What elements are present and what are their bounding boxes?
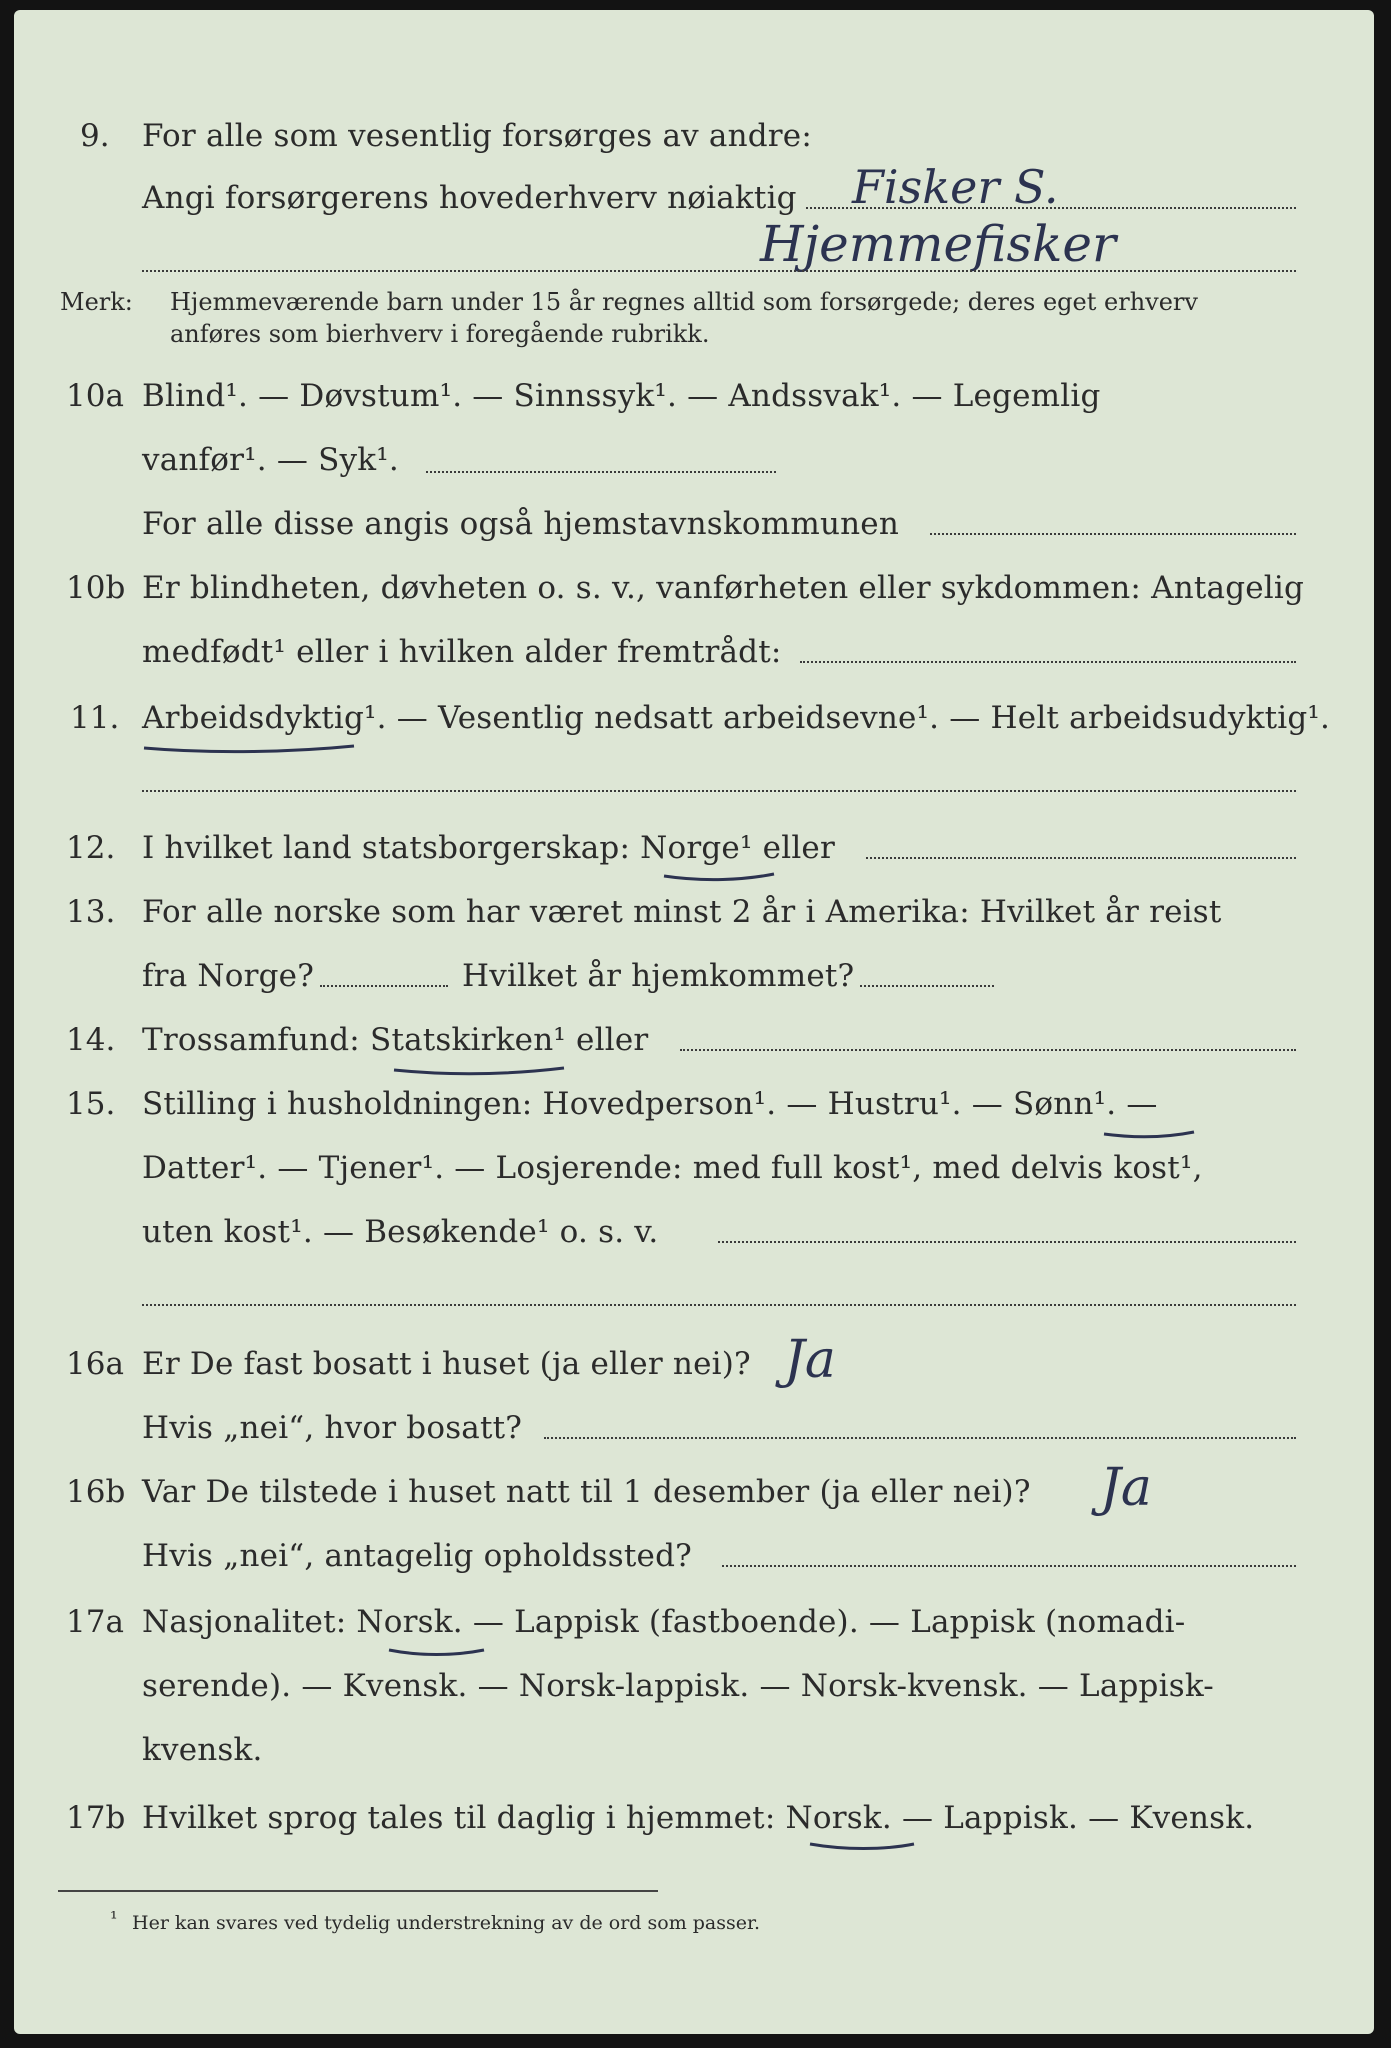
footnote-text: Her kan svares ved tydelig understrekning av de ord som passer. [132, 1912, 761, 1934]
q10a-kommune-line [930, 533, 1296, 535]
census-form-page [14, 10, 1374, 2034]
q16a-line2: Hvis „nei“, hvor bosatt? [142, 1410, 523, 1446]
footnote-divider [58, 1890, 658, 1892]
q13-line1: For alle norske som har været minst 2 år i Amerika: Hvilket år reist [142, 894, 1222, 930]
item-number-15: 15. [66, 1086, 116, 1122]
q10b-alder-line [800, 661, 1296, 663]
q17b-line1: Hvilket sprog tales til daglig i hjemmet: Norsk. — Lappisk. — Kvensk. [142, 1800, 1255, 1836]
q13-line2b: Hvilket år hjemkommet? [462, 958, 855, 994]
q9-handwritten-answer-2: Hjemmefisker [760, 215, 1116, 273]
underline-arbeidsdyktig [144, 746, 354, 752]
merk-line1: Hjemmeværende barn under 15 år regnes alltid som forsørgede; deres eget erhverv [170, 288, 1198, 316]
q16b-handwritten-answer: Ja [1100, 1458, 1152, 1518]
q12-line1: I hvilket land statsborgerskap: Norge¹ eller [142, 830, 835, 866]
item-number-12: 12. [66, 830, 116, 866]
q17a-line1: Nasjonalitet: Norsk. — Lappisk (fastboende). — Lappisk (nomadi- [142, 1604, 1186, 1640]
q15-line2: Datter¹. — Tjener¹. — Losjerende: med full kost¹, med delvis kost¹, [142, 1150, 1203, 1186]
q9-line2: Angi forsørgerens hovederhverv nøiaktig [142, 180, 797, 216]
item-number-13: 13. [66, 894, 116, 930]
q16a-bosatt-line [544, 1437, 1296, 1439]
item-number-9: 9. [80, 118, 110, 154]
q15-second-answer-line [142, 1304, 1296, 1306]
q16b-line2: Hvis „nei“, antagelig opholdssted? [142, 1538, 692, 1574]
q15-line1: Stilling i husholdningen: Hovedperson¹. — Hustru¹. — Sønn¹. — [142, 1086, 1158, 1122]
q10a-line3: For alle disse angis også hjemstavnskommunen [142, 506, 899, 542]
q14-line1: Trossamfund: Statskirken¹ eller [142, 1022, 649, 1058]
q17a-line2: serende). — Kvensk. — Norsk-lappisk. — Norsk-kvensk. — Lappisk- [142, 1668, 1214, 1704]
q15-answer-line [718, 1241, 1296, 1243]
q14-answer-line [680, 1049, 1296, 1051]
q12-answer-line [866, 857, 1296, 859]
q16b-opholdssted-line [722, 1565, 1296, 1567]
q9-second-answer-line [142, 270, 1296, 272]
q11-line1: Arbeidsdyktig¹. — Vesentlig nedsatt arbeidsevne¹. — Helt arbeidsudyktig¹. [142, 700, 1331, 736]
q17a-line3: kvensk. [142, 1732, 263, 1768]
q15-line3: uten kost¹. — Besøkende¹ o. s. v. [142, 1214, 659, 1250]
item-number-14: 14. [66, 1022, 116, 1058]
q11-answer-line [142, 790, 1296, 792]
merk-label: Merk: [60, 288, 133, 316]
q13-hjemkommet-line [860, 985, 994, 987]
q10b-line1: Er blindheten, døvheten o. s. v., vanførheten eller sykdommen: Antagelig [142, 570, 1305, 606]
q10a-line2: vanfør¹. — Syk¹. [142, 442, 399, 478]
q10a-line1: Blind¹. — Døvstum¹. — Sinnssyk¹. — Andssvak¹. — Legemlig [142, 378, 1101, 414]
q9-handwritten-answer: Fisker S. [852, 160, 1059, 214]
q16a-handwritten-answer: Ja [784, 1330, 836, 1390]
q9-line1: For alle som vesentlig forsørges av andre: [142, 118, 812, 154]
q16a-line1: Er De fast bosatt i huset (ja eller nei)? [142, 1346, 751, 1382]
underline-statskirken [394, 1068, 564, 1074]
underline-norsk-17a [389, 1650, 484, 1655]
item-number-17b: 17b [66, 1800, 126, 1836]
footnote-mark: ¹ [110, 1908, 118, 1930]
merk-line2: anføres som bierhverv i foregående rubrikk. [170, 320, 710, 348]
item-number-17a: 17a [66, 1604, 124, 1640]
underline-norge [664, 874, 774, 880]
underline-sonn [1104, 1132, 1194, 1137]
q13-reist-line [320, 985, 448, 987]
item-number-16b: 16b [66, 1474, 126, 1510]
item-number-11: 11. [70, 700, 120, 736]
underline-norsk-17b [810, 1844, 914, 1849]
item-number-10b: 10b [66, 570, 126, 606]
q10b-line2: medfødt¹ eller i hvilken alder fremtrådt: [142, 634, 782, 670]
q13-line2a: fra Norge? [142, 958, 315, 994]
item-number-10a: 10a [66, 378, 124, 414]
q10a-syk-line [426, 471, 776, 473]
q16b-line1: Var De tilstede i huset natt til 1 desember (ja eller nei)? [142, 1474, 1031, 1510]
item-number-16a: 16a [66, 1346, 124, 1382]
